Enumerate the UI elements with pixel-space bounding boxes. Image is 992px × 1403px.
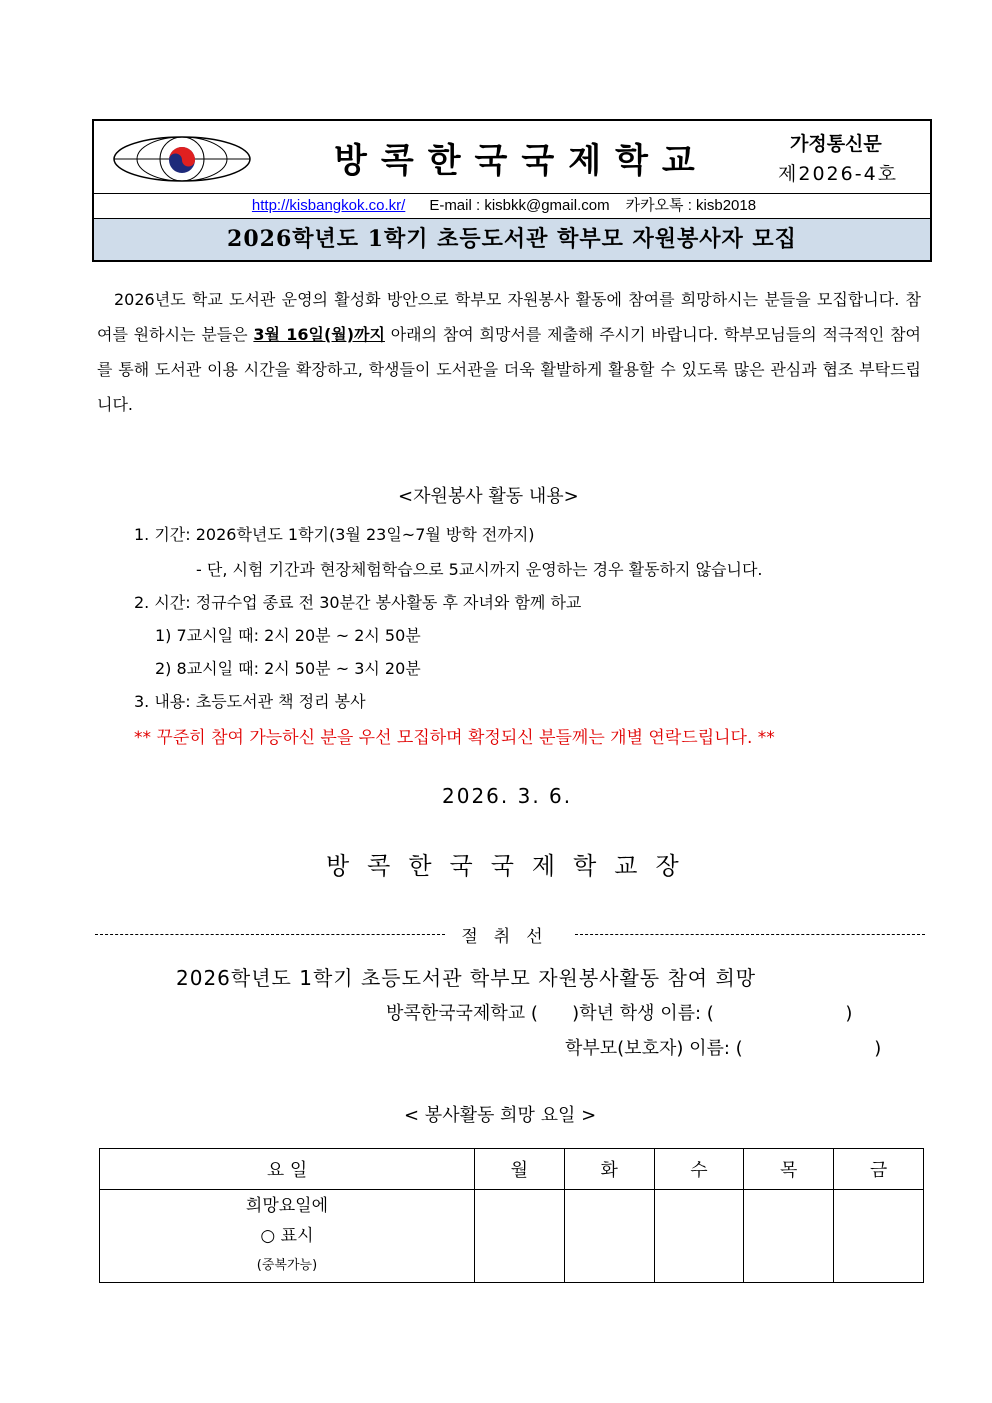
header-thu: 목	[744, 1149, 834, 1190]
kakao-id: 카카오톡 : kisb2018	[625, 197, 757, 214]
school-name: 방콕한국국제학교	[334, 141, 709, 181]
item-period-note: - 단, 시험 기간과 현장체험학습으로 5교시까지 운영하는 경우 활동하지 않습니다.	[196, 560, 763, 579]
row-label-1: 희망요일에	[245, 1196, 329, 1216]
item-time: 2. 시간: 정규수업 종료 전 30분간 봉사활동 후 자녀와 함께 하교	[134, 593, 582, 612]
cut-line	[95, 922, 925, 947]
signature: 방콕한국국제학교장	[326, 852, 697, 880]
activity-heading: <자원봉사 활동 내용>	[398, 486, 579, 507]
item-time-8: 2) 8교시일 때: 2시 50분 ~ 3시 20분	[155, 659, 421, 678]
school-logo-icon	[112, 127, 262, 189]
row-label-2: ○ 표시	[260, 1226, 314, 1246]
wed-cell[interactable]	[654, 1190, 744, 1283]
form-title: 2026학년도 1학기 초등도서관 학부모 자원봉사활동 참여 희망	[176, 966, 757, 990]
letterhead-top	[94, 121, 930, 194]
email: E-mail : kisbkk@gmail.com	[429, 197, 610, 214]
tue-cell[interactable]	[564, 1190, 654, 1283]
header-mon: 월	[474, 1149, 564, 1190]
days-heading: < 봉사활동 희망 요일 >	[404, 1105, 597, 1126]
item-time-7: 1) 7교시일 때: 2시 20분 ~ 2시 50분	[155, 626, 421, 645]
issue-number: 제2026-4호	[778, 163, 899, 185]
days-table	[99, 1148, 924, 1283]
header-fri: 금	[834, 1149, 924, 1190]
student-name-line: 방콕한국국제학교 ( )학년 학생 이름: ( )	[386, 1003, 853, 1024]
item-period: 1. 기간: 2026학년도 1학기(3월 23일~7월 방학 전까지)	[134, 525, 535, 544]
intro-text: 2026년도 학교 도서관 운영의 활성화 방안으로 학부모 자원봉사 활동에 참여를 희망하시는 분들을 모집합니다. 참여를 원하시는 분들은	[97, 290, 921, 344]
contact-row	[94, 194, 930, 219]
thu-cell[interactable]	[744, 1190, 834, 1283]
parent-name-line: 학부모(보호자) 이름: ( )	[565, 1038, 882, 1059]
newsletter-label: 가정통신문	[790, 133, 882, 155]
intro-text-2: 아래의 참여 희망서를 제출해 주시기 바랍니다. 학부모님들의 적극적인 참여를 통해 도서관 이용 시간을 확장하고, 학생들이 도서관을 더욱 활발하게 활용할 수 있도록 많은 관심과 협조 부탁드립니다.	[97, 325, 922, 414]
item-content: 3. 내용: 초등도서관 책 정리 봉사	[134, 692, 366, 711]
row-label	[100, 1190, 475, 1283]
intro-paragraph	[97, 282, 921, 422]
fri-cell[interactable]	[834, 1190, 924, 1283]
document-title: 2026학년도 1학기 초등도서관 학부모 자원봉사자 모집	[94, 219, 930, 260]
row-label-3: (중복가능)	[256, 1258, 318, 1273]
date: 2026. 3. 6.	[442, 784, 573, 808]
mon-cell[interactable]	[474, 1190, 564, 1283]
notice: ** 꾸준히 참여 가능하신 분을 우선 모집하며 확정되신 분들께는 개별 연락드립니다. **	[134, 728, 775, 748]
website-link[interactable]: http://kisbangkok.co.kr/	[251, 197, 406, 214]
cut-line-label: 절취선	[461, 927, 559, 947]
header-day: 요 일	[100, 1149, 475, 1190]
deadline: 3월 16일(월)까지	[253, 325, 385, 344]
header-wed: 수	[654, 1149, 744, 1190]
letterhead	[92, 119, 932, 262]
header-tue: 화	[564, 1149, 654, 1190]
